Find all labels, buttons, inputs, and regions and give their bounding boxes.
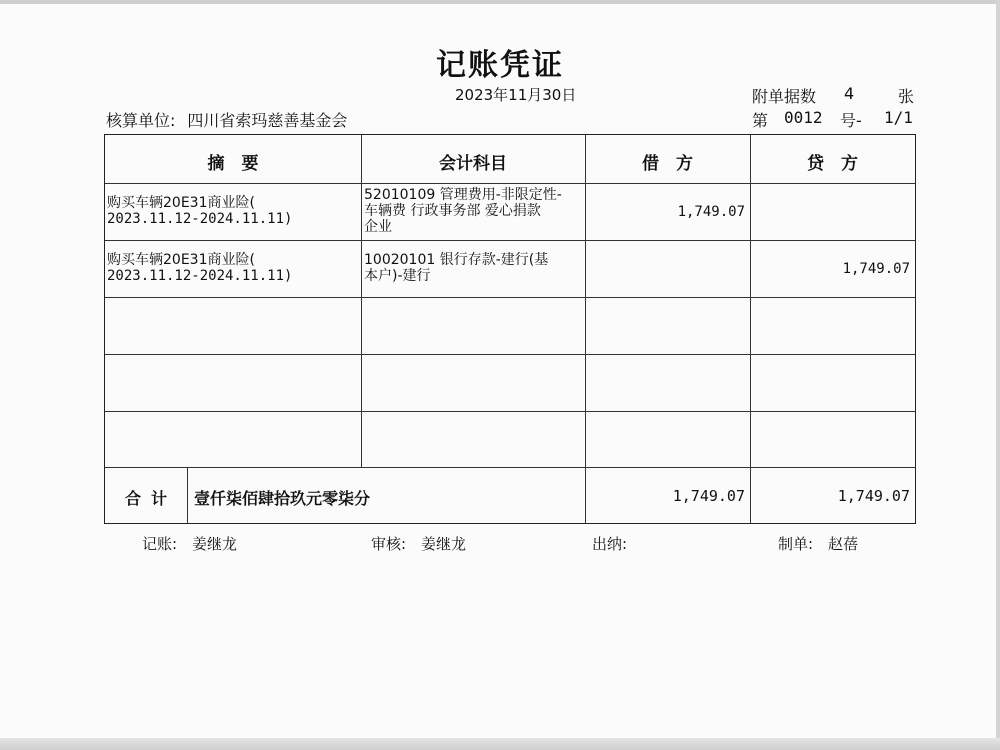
header-account: 会计科目: [439, 154, 507, 174]
accounting-unit-label: 核算单位:: [106, 111, 176, 130]
row-divider: [105, 354, 915, 355]
scan-edge-right: [996, 0, 1000, 750]
accounting-unit: [106, 108, 347, 131]
signature-cashier: 出纳:: [592, 535, 628, 553]
row-divider: [105, 411, 915, 412]
voucher-number-value: 0012: [784, 108, 823, 127]
row-2-account-line: 本户)-建行: [364, 268, 431, 284]
header-debit: 借 方: [642, 154, 693, 174]
column-divider: [361, 135, 362, 467]
total-debit: 1,749.07: [672, 487, 745, 505]
row-1-summary: [107, 195, 292, 227]
row-1-account-line: 52010109 管理费用-非限定性-: [364, 187, 562, 203]
column-divider: [187, 467, 188, 523]
total-label: 合计: [125, 489, 178, 508]
column-divider: [750, 135, 751, 523]
signature-reviewer: 审核: 姜继龙: [371, 535, 467, 553]
row-divider: [105, 297, 915, 298]
voucher-number-prefix: 第: [752, 111, 769, 130]
row-1-account-line: 企业: [364, 219, 392, 235]
row-2-account-line: 10020101 银行存款-建行(基: [364, 252, 549, 268]
total-amount-words: 壹仟柒佰肆拾玖元零柒分: [194, 489, 371, 508]
header-credit: 贷 方: [807, 154, 858, 174]
voucher-page: 1/1: [884, 108, 913, 127]
row-1-summary-line: 购买车辆20E31商业险(: [107, 195, 255, 211]
accounting-unit-value: 四川省索玛慈善基金会: [187, 111, 348, 130]
row-1-summary-line: 2023.11.12-2024.11.11): [107, 211, 293, 227]
row-2-summary: [107, 252, 292, 284]
row-2-credit: 1,749.07: [842, 261, 910, 277]
row-2-summary-line: 2023.11.12-2024.11.11): [107, 268, 293, 284]
attachment-label: 附单据数: [752, 87, 817, 106]
voucher-table: [104, 134, 916, 524]
row-1-debit: 1,749.07: [677, 204, 745, 220]
voucher-title: 记账凭证: [436, 48, 564, 83]
attachment-count: [752, 84, 915, 107]
row-2-account: [364, 252, 548, 284]
voucher-number: [752, 108, 913, 131]
row-divider: [105, 183, 915, 184]
row-divider: [105, 240, 915, 241]
row-divider: [105, 467, 915, 468]
scan-edge-bottom: [0, 738, 1000, 750]
column-divider: [585, 135, 586, 523]
attachment-unit: 张: [898, 87, 915, 106]
total-credit: 1,749.07: [837, 487, 910, 505]
signature-preparer: 制单: 赵蓓: [778, 535, 859, 553]
voucher-date: 2023年11月30日: [455, 86, 577, 104]
scan-edge-top: [0, 0, 1000, 4]
attachment-number: 4: [844, 84, 855, 103]
row-1-account-line: 车辆费 行政事务部 爱心捐款: [364, 203, 541, 219]
signature-bookkeeper: 记账: 姜继龙: [142, 535, 238, 553]
header-summary: 摘 要: [207, 154, 259, 174]
voucher-number-suffix: 号-: [840, 111, 862, 130]
row-1-account: [364, 187, 562, 235]
row-2-summary-line: 购买车辆20E31商业险(: [107, 252, 255, 268]
